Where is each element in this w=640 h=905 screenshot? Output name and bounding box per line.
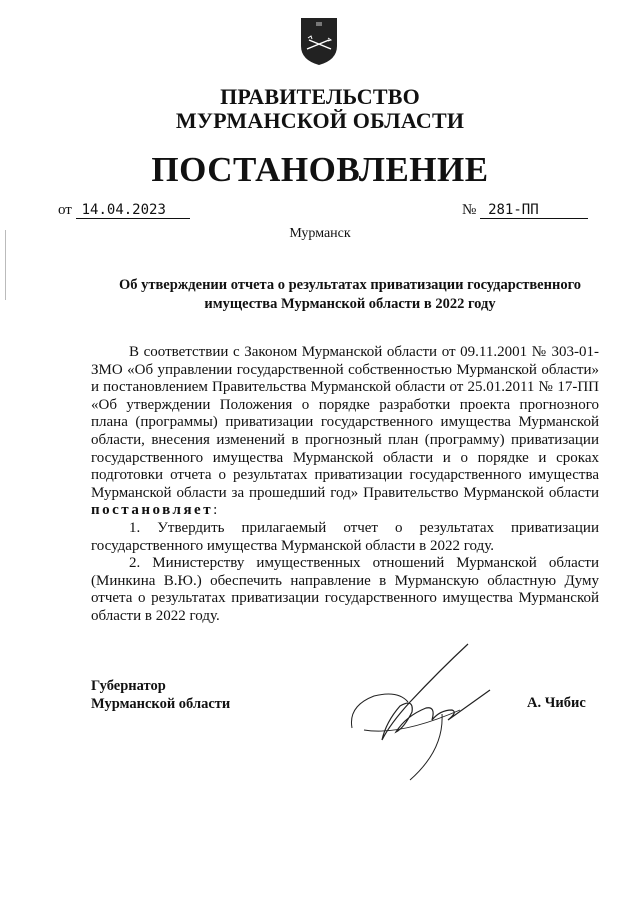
document-body — [91, 344, 599, 626]
signatory-name: А. Чибис — [527, 695, 586, 711]
coat-of-arms-icon — [299, 16, 339, 66]
document-number — [462, 202, 588, 219]
title-line1: Об утверждении отчета о результатах приватизации государственного — [118, 277, 582, 293]
government-name-line1: ПРАВИТЕЛЬСТВО — [220, 84, 420, 109]
title-line2: имущества Мурманской области в 2022 году — [204, 296, 496, 312]
document-date — [58, 202, 190, 219]
signatory-title — [91, 677, 230, 713]
preamble-text: В соответствии с Законом Мурманской области от 09.11.2001 № 303-01-ЗМО «Об управлении государственной собственностью Мурманской области» и постановлением Правительства Мурманской области от 25.01.2011 № 17-ПП «Об утверждении Положения о порядке разработки проекта прогнозного плана (программы) приватизации государственного имущества Мурманской области, внесения изменений в прогнозный план (программу) приватизации государственного имущества Мурманской области и о порядке и сроках подготовки отчета о результатах приватизации государственного имущества Мурманской области за прошедший год» Правительство Мурманской области — [91, 344, 599, 501]
item-1: 1. Утвердить прилагаемый отчет о результатах приватизации государственного имущества Мурманской области в 2022 году. — [91, 519, 599, 554]
decree-colon: : — [213, 502, 218, 519]
date-value: 14.04.2023 — [76, 203, 190, 219]
signatory-title-line2: Мурманской области — [91, 696, 231, 712]
number-value: 281-ПП — [480, 203, 588, 219]
document-title — [100, 276, 600, 314]
decree-word: постановляет — [91, 502, 214, 519]
city: Мурманск — [289, 226, 351, 241]
handwritten-signature — [340, 640, 500, 790]
document-type-heading: ПОСТАНОВЛЕНИЕ — [151, 150, 489, 189]
date-prefix: от — [58, 202, 72, 218]
preamble-paragraph — [91, 344, 599, 520]
number-prefix: № — [462, 202, 477, 218]
government-name-line2: МУРМАНСКОЙ ОБЛАСТИ — [175, 108, 465, 133]
signatory-title-line1: Губернатор — [91, 678, 166, 694]
item-2: 2. Министерству имущественных отношений Мурманской области (Минкина В.Ю.) обеспечить направление в Мурманскую областную Думу отчета о результатах приватизации государственного имущества Мурманской области в 2022 году. — [91, 555, 599, 624]
